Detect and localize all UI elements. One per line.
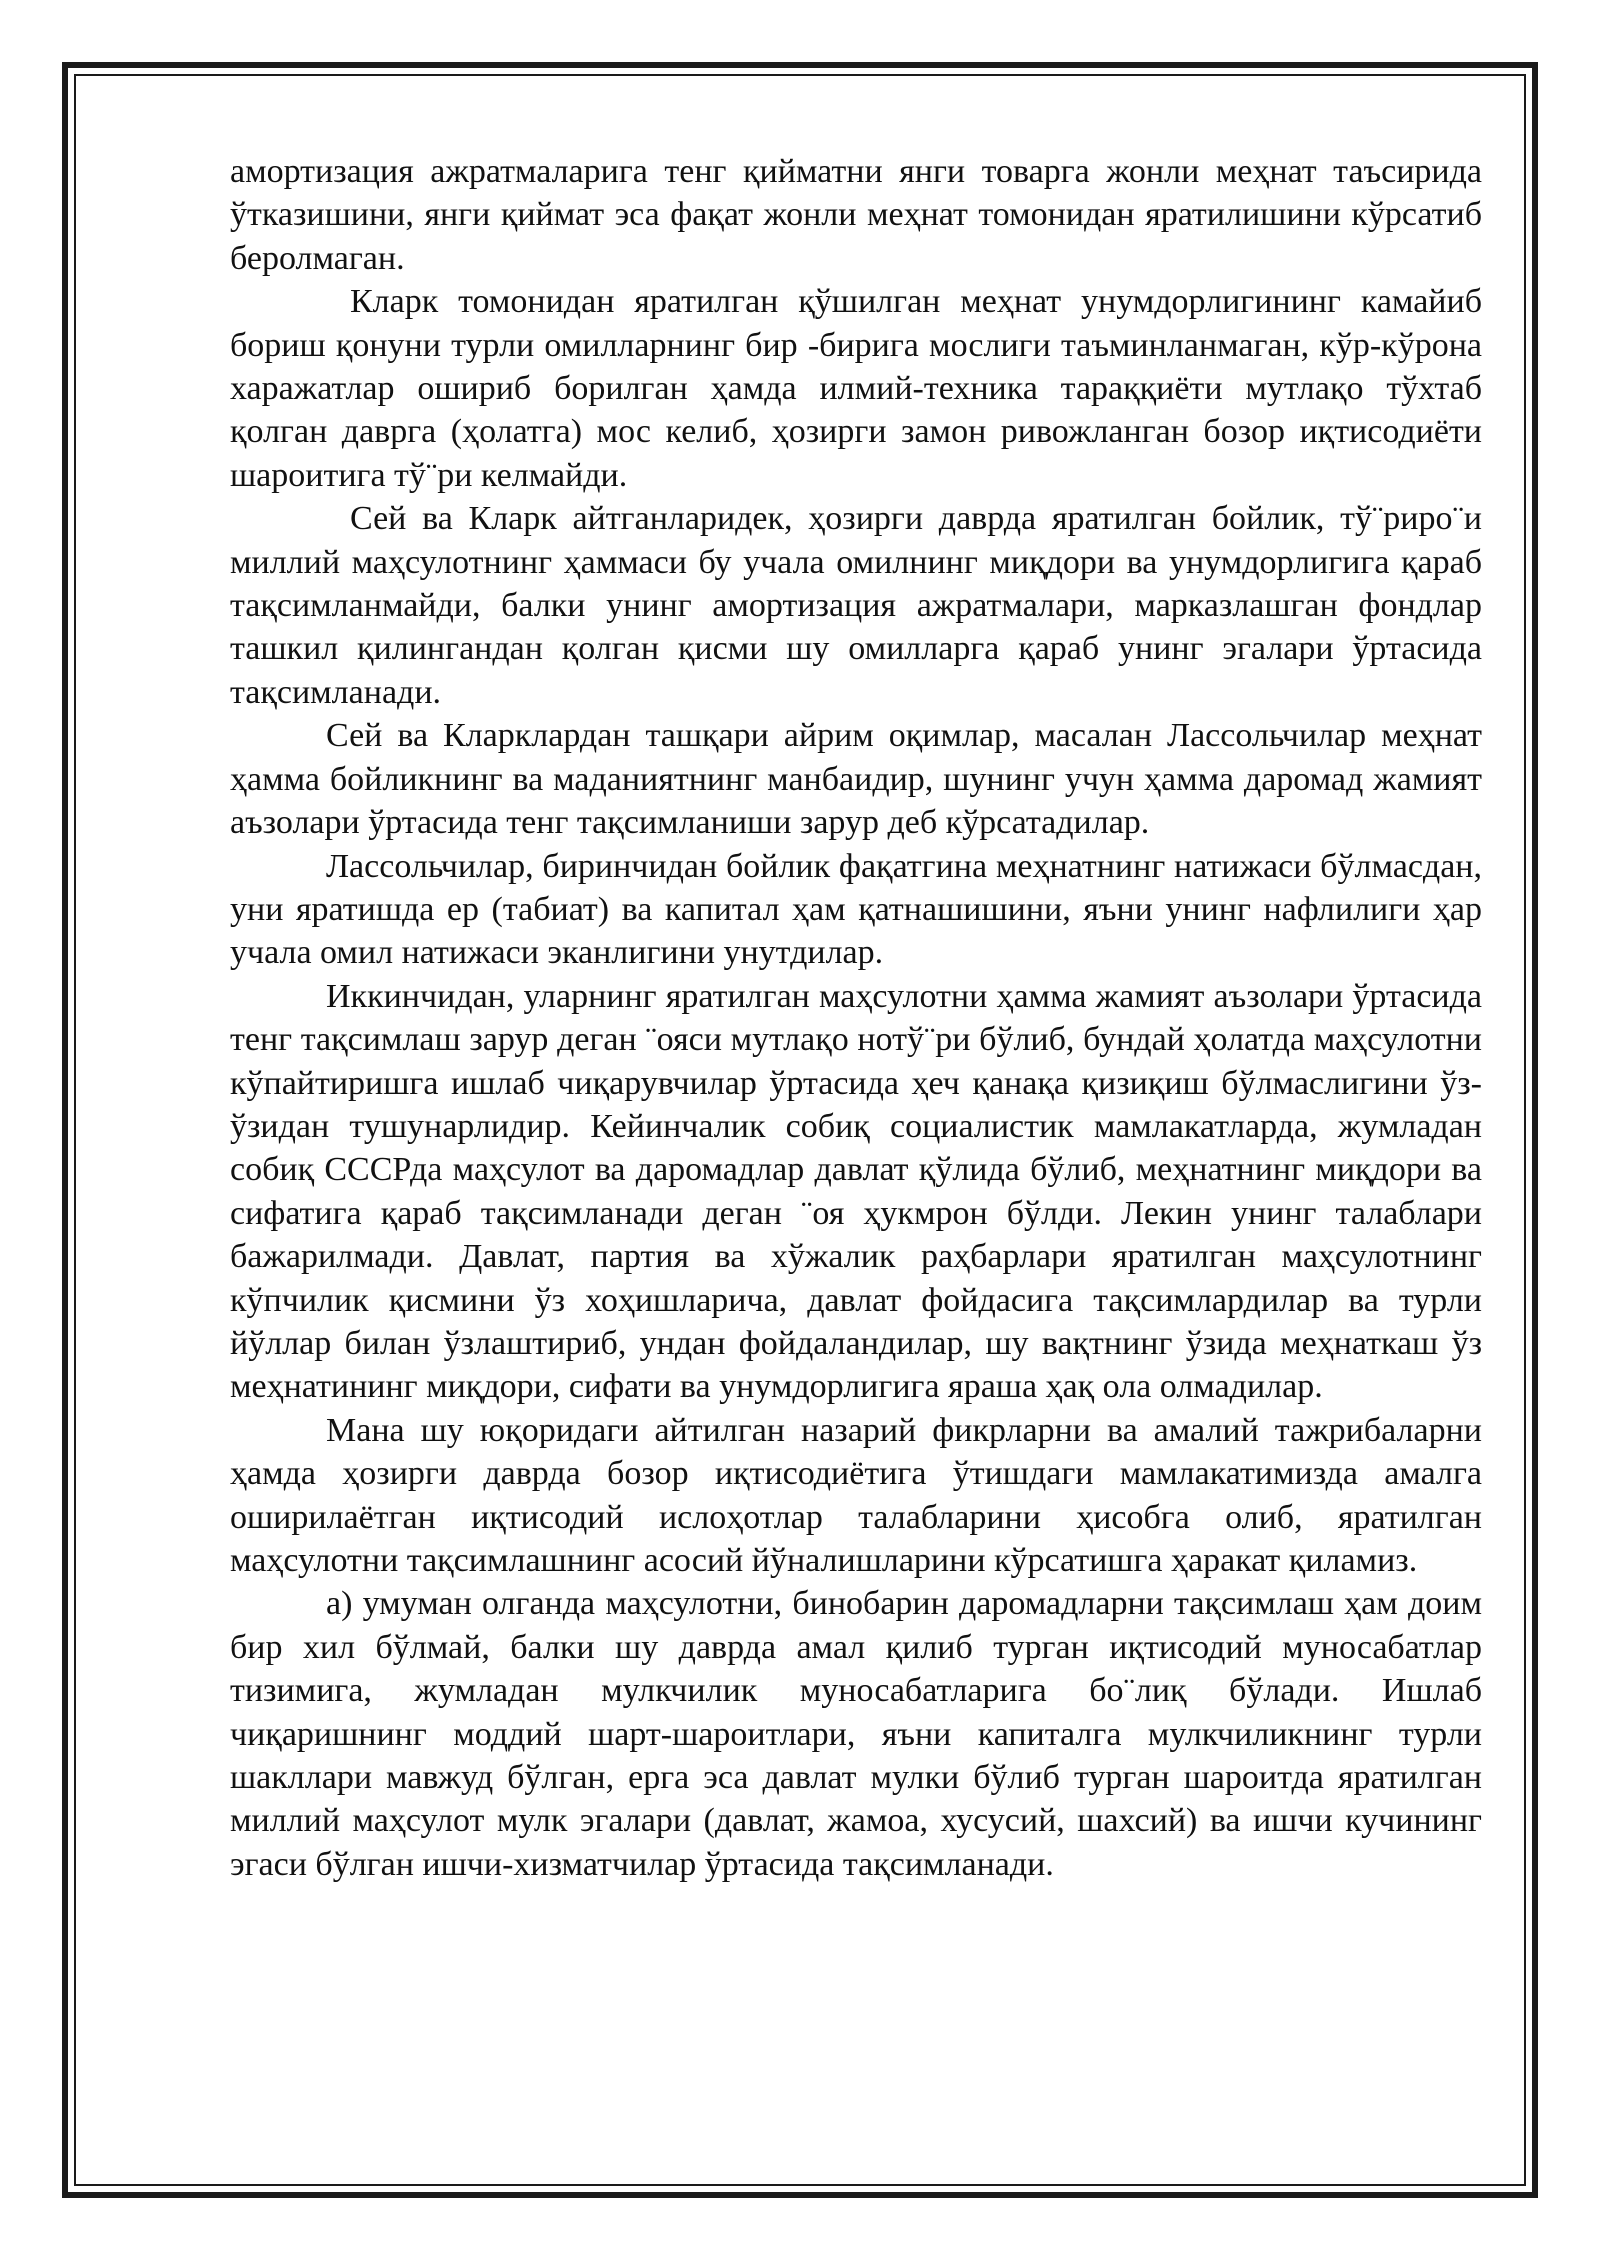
- paragraph-4: Сей ва Кларклардан ташқари айрим оқимлар, масалан Лассольчилар меҳнат ҳамма бойликнинг ва маданиятнинг манбаидир, шунинг учун ҳамма даромад жамият аъзолари ўртасида тенг тақсимланиши зарур деб кўрсатадилар.: [230, 717, 1482, 842]
- paragraph-3: Сей ва Кларк айтганларидек, ҳозирги даврда яратилган бойлик, тў¨риро¨и миллий маҳсулотнинг ҳаммаси бу учала омилнинг миқдори ва унумдорлигига қараб тақсимланмайди, балки унинг амортизация ажратмалари, марказлашган фондлар ташкил қилингандан қолган қисми шу омилларга қараб унинг эгалари ўртасида тақсимланади.: [230, 500, 1482, 711]
- document-body: [230, 150, 1482, 1886]
- paragraph-2: Кларк томонидан яратилган қўшилган меҳнат унумдорлигининг камайиб бориш қонуни турли омилларнинг бир -бирига мослиги таъминланмаган, кўр-кўрона харажатлар ошириб борилган ҳамда илмий-техника тараққиёти мутлақо тўхтаб қолган даврга (ҳолатга) мос келиб, ҳозирги замон ривожланган бозор иқтисодиёти шароитига тў¨ри келмайди.: [230, 283, 1482, 494]
- paragraph-6: Иккинчидан, уларнинг яратилган маҳсулотни ҳамма жамият аъзолари ўртасида тенг тақсимлаш зарур деган ¨ояси мутлақо нотў¨ри бўлиб, бундай ҳолатда маҳсулотни кўпайтиришга ишлаб чиқарувчилар ўртасида ҳеч қанақа қизиқиш бўлмаслигини ўз-ўзидан тушунарлидир. Кейинчалик собиқ социалистик мамлакатларда, жумладан собиқ СССРда маҳсулот ва даромадлар давлат қўлида бўлиб, меҳнатнинг миқдори ва сифатига қараб тақсимланади деган ¨оя ҳукмрон бўлди. Лекин унинг талаблари бажарилмади. Давлат, партия ва хўжалик раҳбарлари яратилган маҳсулотнинг кўпчилик қисмини ўз хоҳишларича, давлат фойдасига тақсимлардилар ва турли йўллар билан ўзлаштириб, ундан фойдаландилар, шу вақтнинг ўзида меҳнаткаш ўз меҳнатининг миқдори, сифати ва унумдорлигига яраша ҳақ ола олмадилар.: [230, 977, 1482, 1406]
- paragraph-8: а) умуман олганда маҳсулотни, бинобарин даромадларни тақсимлаш ҳам доим бир хил бўлмай, балки шу даврда амал қилиб турган иқтисодий муносабатлар тизимига, жумладан мулкчилик муносабатларига бо¨лиқ бўлади. Ишлаб чиқаришнинг моддий шарт-шароитлари, яъни капиталга мулкчиликнинг турли шакллари мавжуд бўлган, ерга эса давлат мулки бўлиб турган шароитда яратилган миллий маҳсулот мулк эгалари (давлат, жамоа, хусусий, шахсий) ва ишчи кучининг эгаси бўлган ишчи-хизматчилар ўртасида тақсимланади.: [230, 1585, 1482, 1883]
- paragraph-1: амортизация ажратмаларига тенг қийматни янги товарга жонли меҳнат таъсирида ўтказишини, янги қиймат эса фақат жонли меҳнат томонидан яратилишини кўрсатиб беролмаган.: [230, 153, 1482, 277]
- paragraph-7: Мана шу юқоридаги айтилган назарий фикрларни ва амалий тажрибаларни ҳамда ҳозирги даврда бозор иқтисодиётига ўтишдаги мамлакатимизда амалга оширилаётган иқтисодий ислоҳотлар талабларини ҳисобга олиб, яратилган маҳсулотни тақсимлашнинг асосий йўналишларини кўрсатишга ҳаракат қиламиз.: [230, 1411, 1482, 1579]
- paragraph-5: Лассольчилар, биринчидан бойлик фақатгина меҳнатнинг натижаси бўлмасдан, уни яратишда ер (табиат) ва капитал ҳам қатнашишини, яъни унинг нафлилиги ҳар учала омил натижаси эканлигини унутдилар.: [230, 847, 1482, 972]
